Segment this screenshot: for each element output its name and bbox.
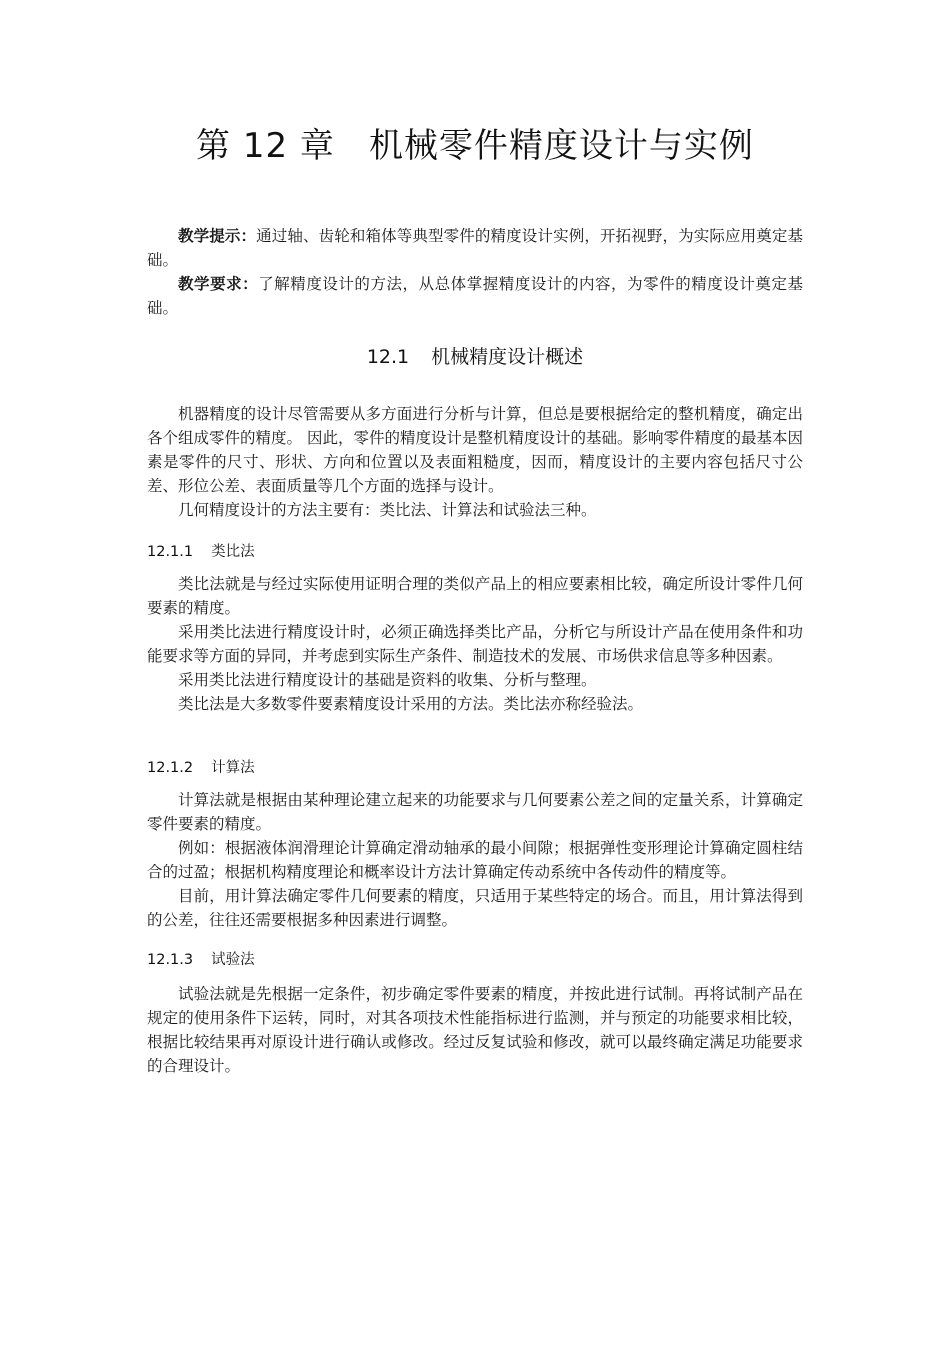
paragraph: 采用类比法进行精度设计的基础是资料的收集、分析与整理。 (178, 671, 597, 689)
subsection-body-experiment (147, 982, 803, 1078)
teaching-hint (147, 224, 803, 272)
paragraph: 试验法就是先根据一定条件，初步确定零件要素的精度，并按此进行试制。再将试制产品在规定的使用条件下运转，同时，对其各项技术性能指标进行监测，并与预定的功能要求相比较，根据比较结果再对原设计进行确认或修改。经过反复试验和修改，就可以最终确定满足功能要求的合理设计。 (147, 985, 803, 1075)
paragraph: 类比法就是与经过实际使用证明合理的类似产品上的相应要素相比较，确定所设计零件几何要素的精度。 (147, 575, 803, 617)
section-heading (0, 342, 950, 369)
subsection-heading-analogy (147, 540, 255, 561)
section-number: 12.1 (366, 346, 410, 368)
chapter-title (0, 118, 950, 167)
teaching-notes (147, 224, 803, 320)
paragraph: 目前，用计算法确定零件几何要素的精度，只适用于某些特定的场合。而且，用计算法得到的公差，往往还需要根据多种因素进行调整。 (147, 887, 803, 929)
paragraph: 类比法是大多数零件要素精度设计采用的方法。类比法亦称经验法。 (178, 695, 644, 713)
paragraph: 计算法就是根据由某种理论建立起来的功能要求与几何要素公差之间的定量关系，计算确定零件要素的精度。 (147, 791, 803, 833)
subsection-number: 12.1.1 (147, 544, 194, 560)
subsection-number: 12.1.3 (147, 952, 194, 968)
teaching-hint-text: 通过轴、齿轮和箱体等典型零件的精度设计实例，开拓视野，为实际应用奠定基础。 (147, 227, 803, 269)
teaching-requirement-label: 教学要求： (178, 275, 259, 293)
paragraph: 例如：根据液体润滑理论计算确定滑动轴承的最小间隙；根据弹性变形理论计算确定圆柱结合的过盈；根据机构精度理论和概率设计方法计算确定传动系统中各传动件的精度等。 (147, 839, 803, 881)
subsection-heading-calculation (147, 756, 255, 777)
subsection-heading-experiment (147, 948, 255, 969)
teaching-requirement-text: 了解精度设计的方法，从总体掌握精度设计的内容，为零件的精度设计奠定基础。 (147, 275, 803, 317)
subsection-body-analogy (147, 572, 803, 716)
teaching-hint-label: 教学提示： (178, 227, 257, 245)
paragraph: 几何精度设计的方法主要有：类比法、计算法和试验法三种。 (178, 501, 597, 519)
chapter-name: 机械零件精度设计与实例 (368, 126, 754, 166)
paragraph: 采用类比法进行精度设计时，必须正确选择类比产品，分析它与所设计产品在使用条件和功能要求等方面的异同，并考虑到实际生产条件、制造技术的发展、市场供求信息等多种因素。 (147, 623, 803, 665)
subsection-name: 类比法 (211, 544, 255, 560)
chapter-number: 第 12 章 (196, 126, 335, 166)
section-body (147, 402, 803, 522)
subsection-name: 计算法 (211, 760, 255, 776)
subsection-number: 12.1.2 (147, 760, 194, 776)
subsection-name: 试验法 (211, 952, 255, 968)
teaching-requirement (147, 272, 803, 320)
section-name: 机械精度设计概述 (431, 346, 584, 368)
subsection-body-calculation (147, 788, 803, 932)
paragraph: 机器精度的设计尽管需要从多方面进行分析与计算，但总是要根据给定的整机精度，确定出各个组成零件的精度。 因此，零件的精度设计是整机精度设计的基础。影响零件精度的最基本因素是零件的尺寸、形状、方向和位置以及表面粗糙度，因而，精度设计的主要内容包括尺寸公差、形位公差、表面质量等几个方面的选择与设计。 (147, 405, 803, 495)
